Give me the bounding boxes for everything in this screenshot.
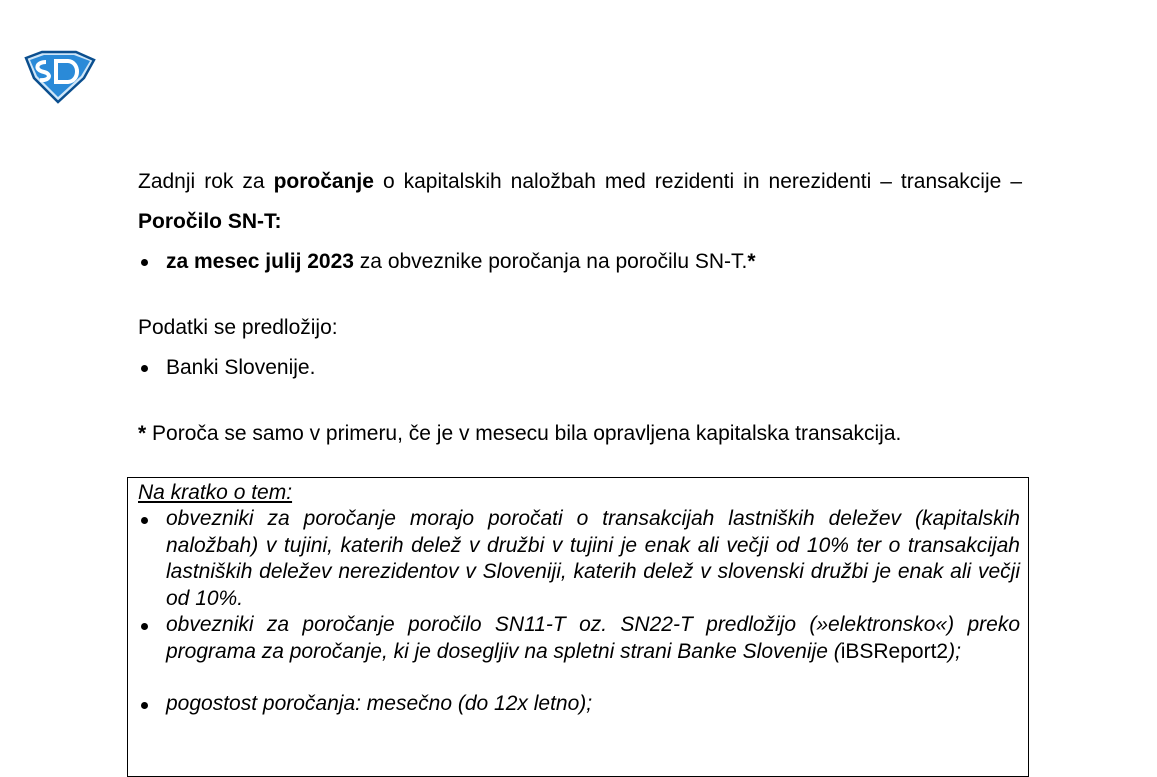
submit-list-item: Banki Slovenije. — [138, 348, 1022, 388]
period-label: za mesec julij 2023 — [166, 250, 354, 273]
footnote-marker: * — [747, 250, 756, 273]
sd-logo-icon — [22, 48, 96, 104]
heading-text: Zadnji rok za — [138, 170, 274, 193]
submit-label: Podatki se predložijo: — [138, 316, 338, 339]
period-text: za obveznike poročanja na poročilu SN-T. — [353, 250, 748, 273]
footnote-text: Poroča se samo v primeru, če je v mesecu bila opravljena kapitalska transakcija. — [146, 422, 902, 445]
summary-item-text: obvezniki za poročanje poročilo SN11-T oz. SN22-T predložijo (»elektronsko«) preko programa za poročanje, ki je dosegljiv na spletni strani Banke Slovenije ( — [166, 613, 1020, 663]
heading-emphasis: poročanje — [273, 170, 374, 193]
report-name: Poročilo SN-T: — [138, 210, 282, 233]
summary-title: Na kratko o tem: — [138, 481, 293, 504]
deadline-heading — [138, 162, 1022, 242]
summary-item — [138, 612, 1020, 665]
summary-item-end: ); — [948, 639, 961, 663]
footnote — [138, 414, 1022, 454]
period-list-item — [138, 242, 1022, 282]
summary-item: pogostost poročanja: mesečno (do 12x letno); — [138, 691, 1020, 718]
footnote-marker: * — [138, 422, 147, 445]
heading-text-continued: o kapitalskih naložbah med rezidenti in nerezidenti – transakcije – — [373, 170, 1022, 193]
summary-item: obvezniki za poročanje morajo poročati o transakcijah lastniških deležev (kapitalskih naložbah) v tujini, katerih delež v družbi v tujini je enak ali večji od 10% ter o transakcijah lastniških deležev nerezidentov v Sloveniji, katerih delež v slovenski družbi je enak ali večji od 10%. — [138, 506, 1020, 612]
software-name: iBSReport2 — [840, 639, 949, 663]
summary-box — [127, 477, 1029, 777]
report-content — [138, 162, 1022, 454]
